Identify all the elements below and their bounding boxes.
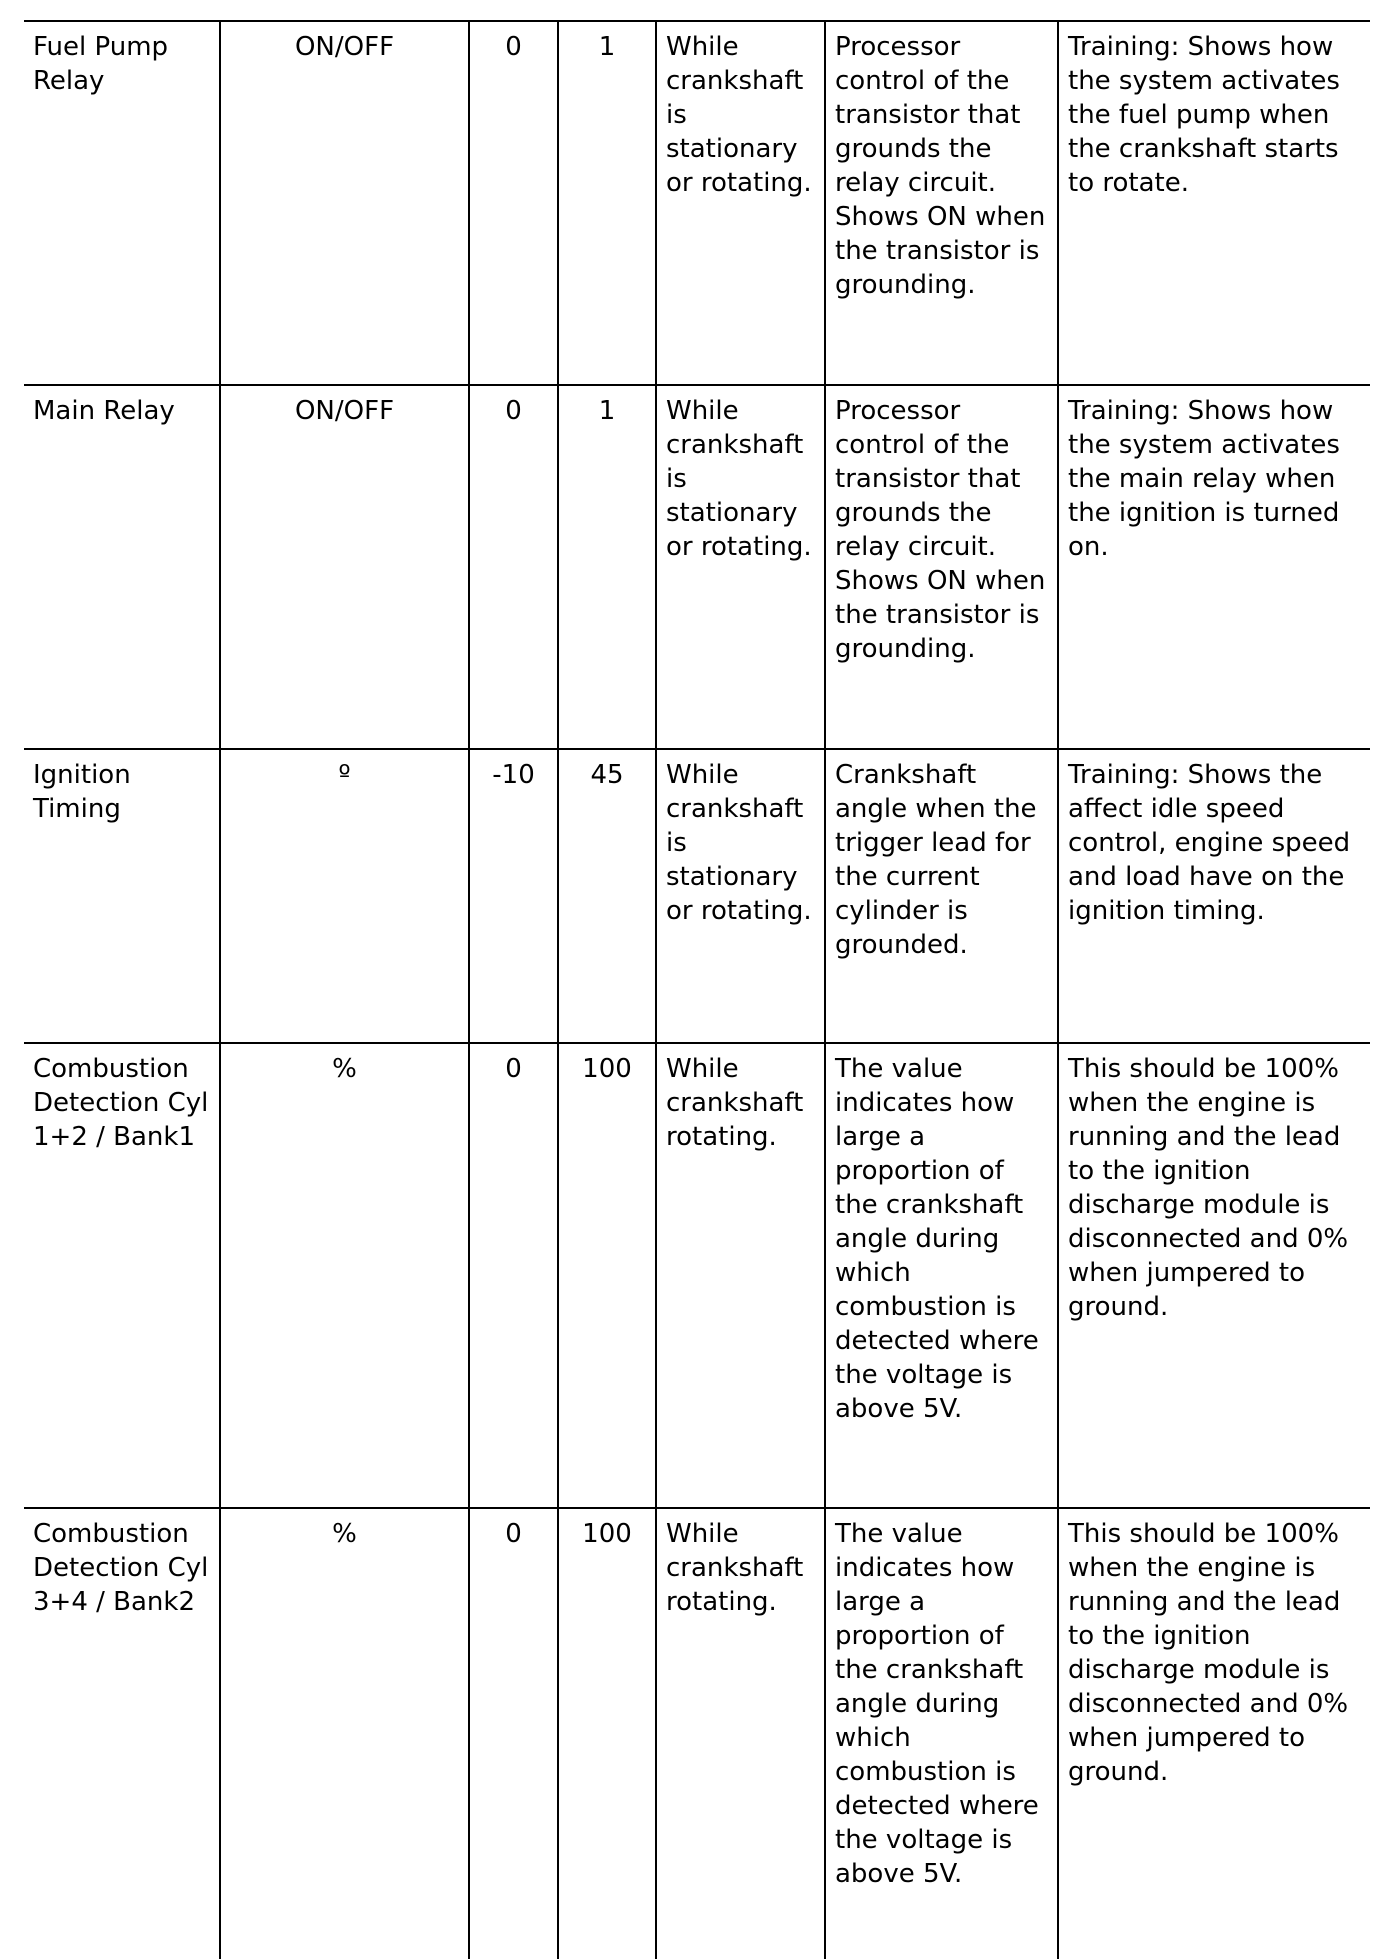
unit-cell: % xyxy=(220,1043,469,1508)
unit-cell: ON/OFF xyxy=(220,21,469,385)
table-row xyxy=(24,1508,1370,1959)
parameter-table xyxy=(24,20,1370,1959)
parameter-name-cell: Fuel Pump Relay xyxy=(33,32,169,96)
parameter-name-cell: Combustion Detection Cyl 1+2 / Bank1 xyxy=(33,1054,209,1152)
condition-cell: While crankshaft is stationary or rotating. xyxy=(656,385,825,749)
min-value-cell: 0 xyxy=(469,1043,558,1508)
max-value-cell: 100 xyxy=(558,1508,656,1959)
condition-cell: While crankshaft is stationary or rotating. xyxy=(656,21,825,385)
note-cell: This should be 100% when the engine is running and the lead to the ignition discharge module is disconnected and 0% when jumpered to ground. xyxy=(1058,1043,1370,1508)
description-cell: The value indicates how large a proportion of the crankshaft angle during which combustion is detected where the voltage is above 5V. xyxy=(825,1508,1058,1959)
min-value-cell: 0 xyxy=(469,21,558,385)
description-cell: Processor control of the transistor that grounds the relay circuit. Shows ON when the transistor is grounding. xyxy=(825,385,1058,749)
min-value-cell: -10 xyxy=(469,749,558,1043)
min-value-cell: 0 xyxy=(469,385,558,749)
unit-cell: º xyxy=(220,749,469,1043)
table-row xyxy=(24,749,1370,1043)
note-cell: This should be 100% when the engine is running and the lead to the ignition discharge module is disconnected and 0% when jumpered to ground. xyxy=(1058,1508,1370,1959)
table-row xyxy=(24,1043,1370,1508)
max-value-cell: 1 xyxy=(558,21,656,385)
table-row xyxy=(24,385,1370,749)
note-cell: Training: Shows the affect idle speed control, engine speed and load have on the ignition timing. xyxy=(1058,749,1370,1043)
unit-cell: ON/OFF xyxy=(220,385,469,749)
description-cell: Processor control of the transistor that grounds the relay circuit. Shows ON when the transistor is grounding. xyxy=(825,21,1058,385)
condition-cell: While crankshaft rotating. xyxy=(656,1508,825,1959)
table-row xyxy=(24,21,1370,385)
description-cell: Crankshaft angle when the trigger lead for the current cylinder is grounded. xyxy=(825,749,1058,1043)
min-value-cell: 0 xyxy=(469,1508,558,1959)
condition-cell: While crankshaft is stationary or rotating. xyxy=(656,749,825,1043)
unit-cell: % xyxy=(220,1508,469,1959)
note-cell: Training: Shows how the system activates the fuel pump when the crankshaft starts to rotate. xyxy=(1058,21,1370,385)
condition-cell: While crankshaft rotating. xyxy=(656,1043,825,1508)
max-value-cell: 100 xyxy=(558,1043,656,1508)
parameter-name-cell: Main Relay xyxy=(33,396,175,426)
parameter-name-cell: Combustion Detection Cyl 3+4 / Bank2 xyxy=(33,1519,209,1617)
max-value-cell: 1 xyxy=(558,385,656,749)
note-cell: Training: Shows how the system activates the main relay when the ignition is turned on. xyxy=(1058,385,1370,749)
description-cell: The value indicates how large a proportion of the crankshaft angle during which combustion is detected where the voltage is above 5V. xyxy=(825,1043,1058,1508)
parameter-name-cell: Ignition Timing xyxy=(33,760,131,824)
max-value-cell: 45 xyxy=(558,749,656,1043)
